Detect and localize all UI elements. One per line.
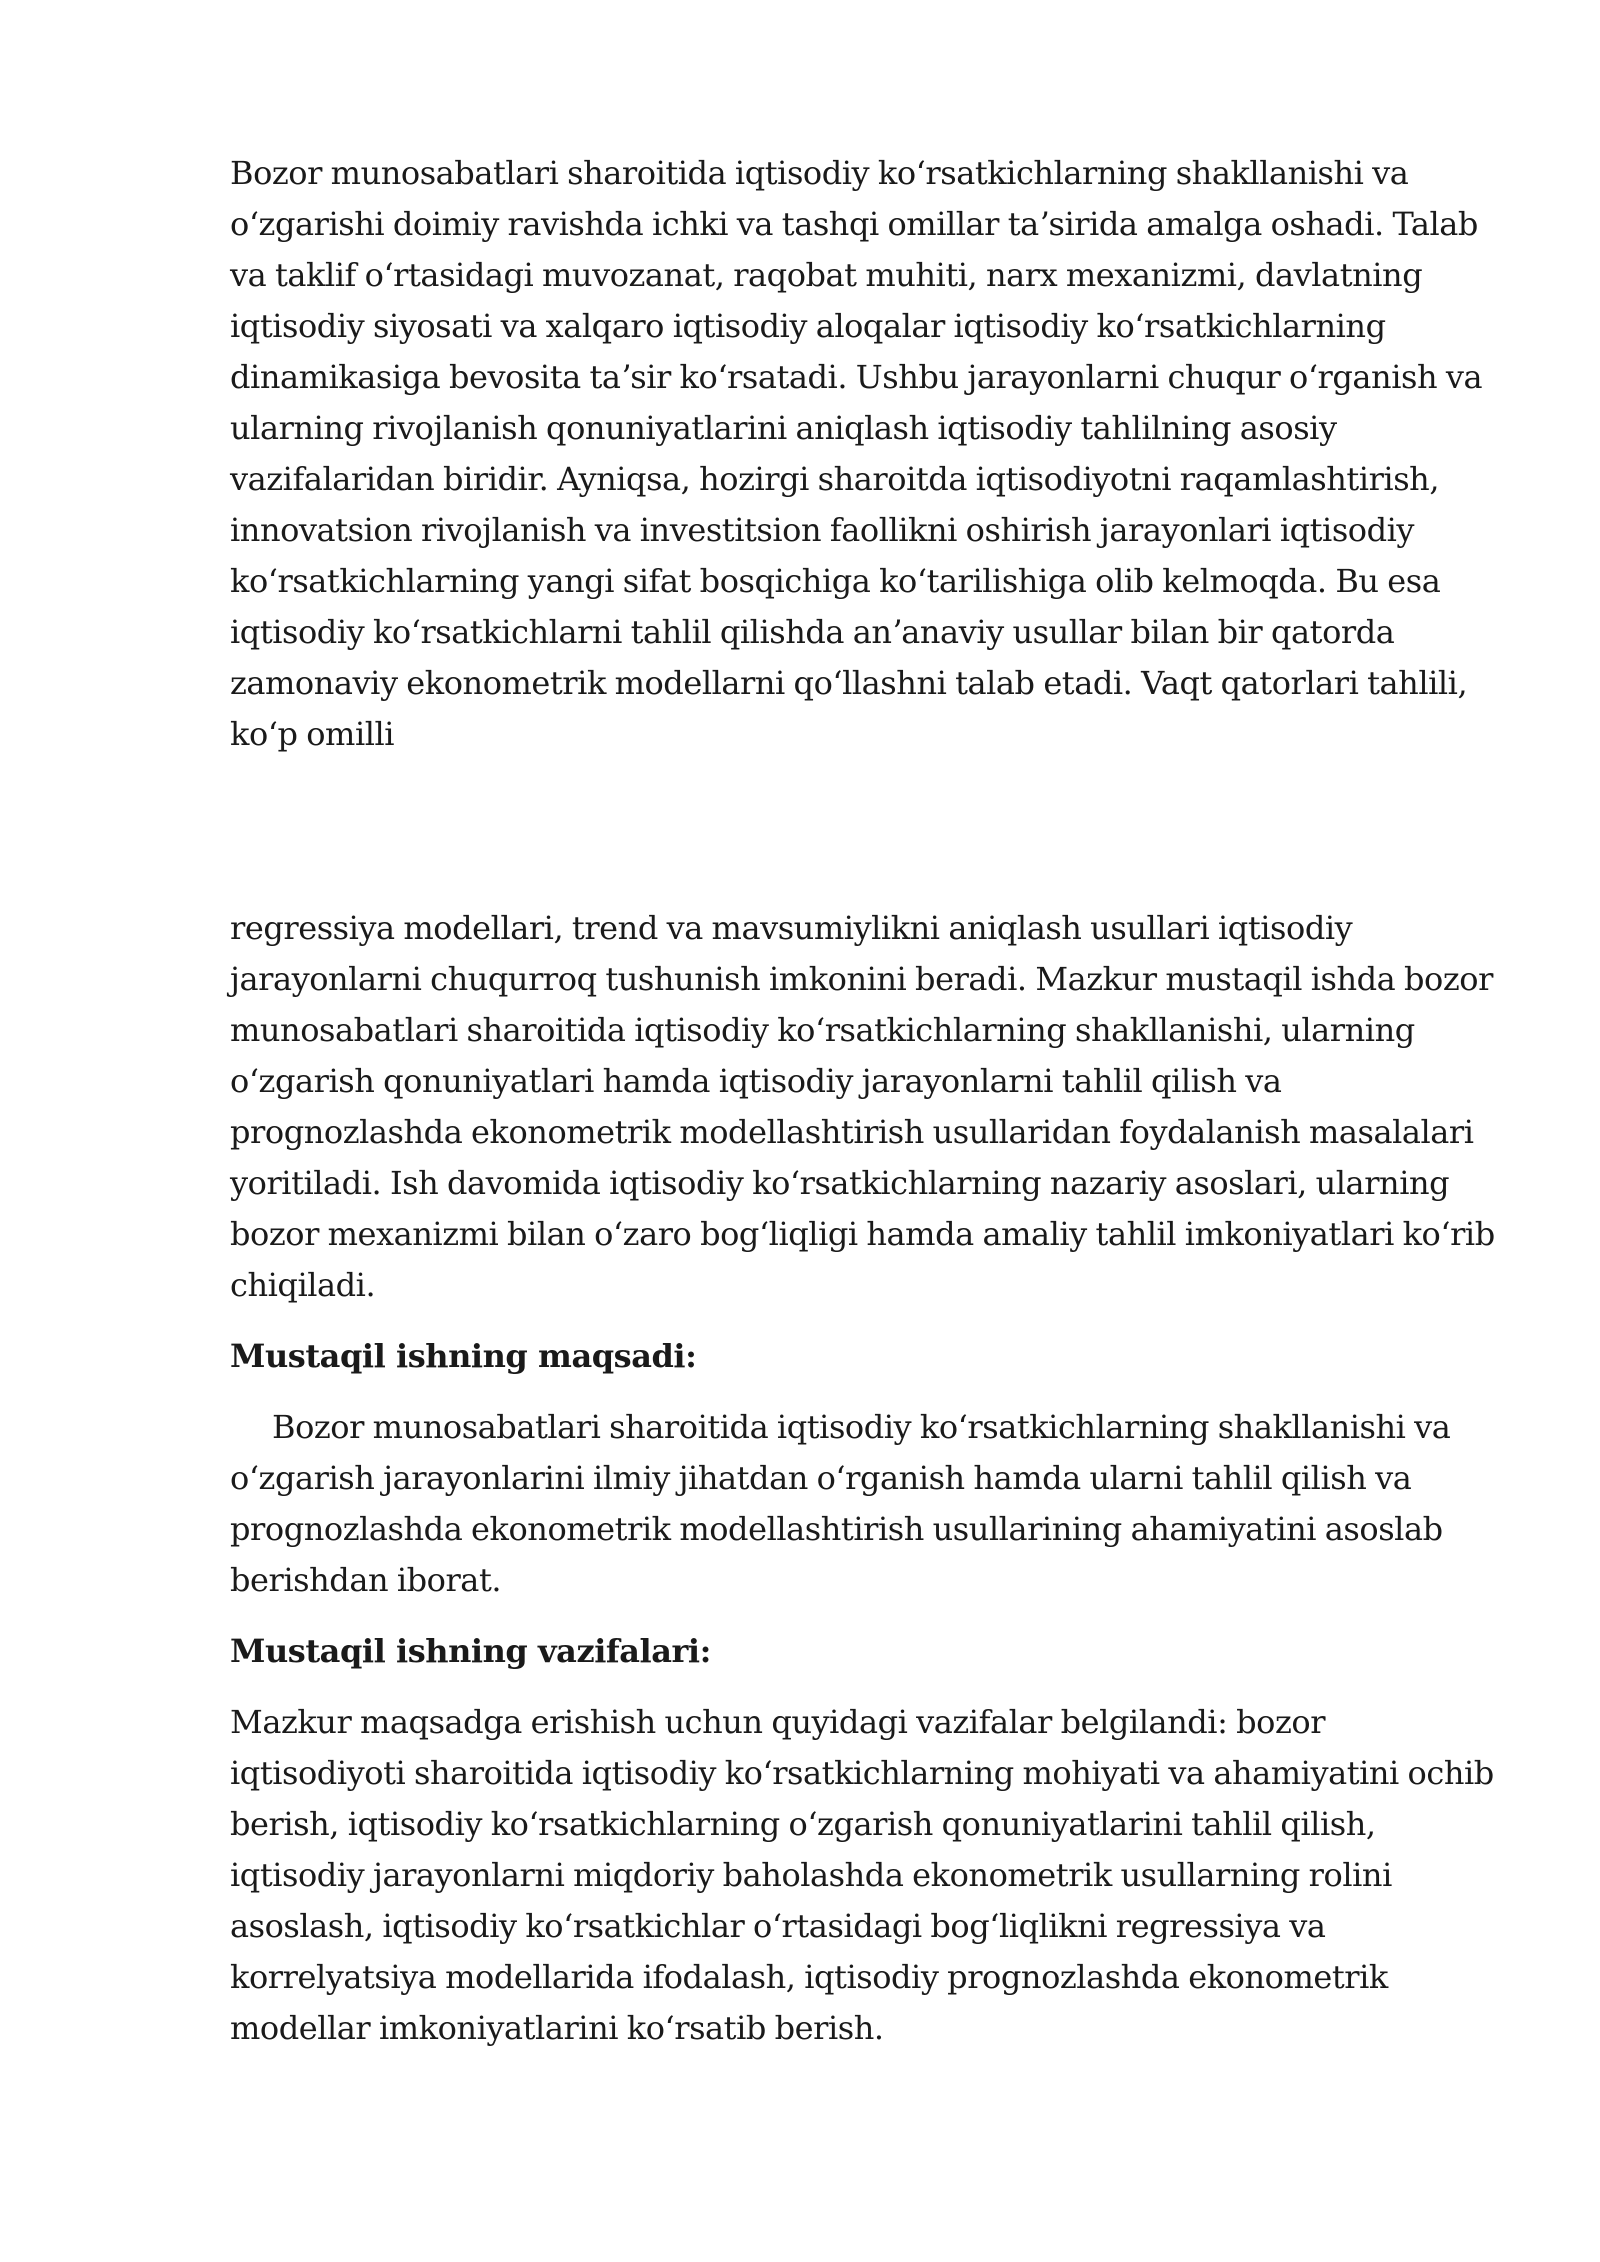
page-gap — [230, 760, 1510, 903]
tasks-heading: Mustaqil ishning vazifalari: — [230, 1632, 711, 1670]
intro-continuation-paragraph: regressiya modellari, trend va mavsumiylikni aniqlash usullari iqtisodiy jarayonlarni chuqurroq tushunish imkonini beradi. Mazkur mustaqil ishda bozor munosabatlari sharoitida iqtisodiy koʻrsatkichlarning shakllanishi, ularning oʻzgarish qonuniyatlari hamda iqtisodiy jarayonlarni tahlil qilish va prognozlashda ekonometrik modellashtirish usullaridan foydalanish masalalari yoritiladi. Ish davomida iqtisodiy koʻrsatkichlarning nazariy asoslari, ularning bozor mexanizmi bilan oʻzaro bogʻliqligi hamda amaliy tahlil imkoniyatlari koʻrib chiqiladi. — [230, 909, 1495, 1304]
intro-paragraph: Bozor munosabatlari sharoitida iqtisodiy koʻrsatkichlarning shakllanishi va oʻzgarishi doimiy ravishda ichki va tashqi omillar taʼsirida amalga oshadi. Talab va taklif oʻrtasidagi muvozanat, raqobat muhiti, narx mexanizmi, davlatning iqtisodiy siyosati va xalqaro iqtisodiy aloqalar iqtisodiy koʻrsatkichlarning dinamikasiga bevosita taʼsir koʻrsatadi. Ushbu jarayonlarni chuqur oʻrganish va ularning rivojlanish qonuniyatlarini aniqlash iqtisodiy tahlilning asosiy vazifalaridan biridir. Ayniqsa, hozirgi sharoitda iqtisodiyotni raqamlashtirish, innovatsion rivojlanish va investitsion faollikni oshirish jarayonlari iqtisodiy koʻrsatkichlarning yangi sifat bosqichiga koʻtarilishiga olib kelmoqda. Bu esa iqtisodiy koʻrsatkichlarni tahlil qilishda anʼanaviy usullar bilan bir qatorda zamonaviy ekonometrik modellarni qoʻllashni talab etadi. Vaqt qatorlari tahlili, koʻp omilli — [230, 154, 1483, 753]
tasks-paragraph: Mazkur maqsadga erishish uchun quyidagi vazifalar belgilandi: bozor iqtisodiyoti sharoitida iqtisodiy koʻrsatkichlarning mohiyati va ahamiyatini ochib berish, iqtisodiy koʻrsatkichlarning oʻzgarish qonuniyatlarini tahlil qilish, iqtisodiy jarayonlarni miqdoriy baholashda ekonometrik usullarning rolini asoslash, iqtisodiy koʻrsatkichlar oʻrtasidagi bogʻliqlikni regressiya va korrelyatsiya modellarida ifodalash, iqtisodiy prognozlashda ekonometrik modellar imkoniyatlarini koʻrsatib berish. — [230, 1703, 1494, 2047]
purpose-heading: Mustaqil ishning maqsadi: — [230, 1337, 697, 1375]
document-page — [230, 148, 1510, 2054]
purpose-paragraph: Bozor munosabatlari sharoitida iqtisodiy koʻrsatkichlarning shakllanishi va oʻzgarish jarayonlarini ilmiy jihatdan oʻrganish hamda ularni tahlil qilish va prognozlashda ekonometrik modellashtirish usullarining ahamiyatini asoslab berishdan iborat. — [230, 1408, 1451, 1599]
